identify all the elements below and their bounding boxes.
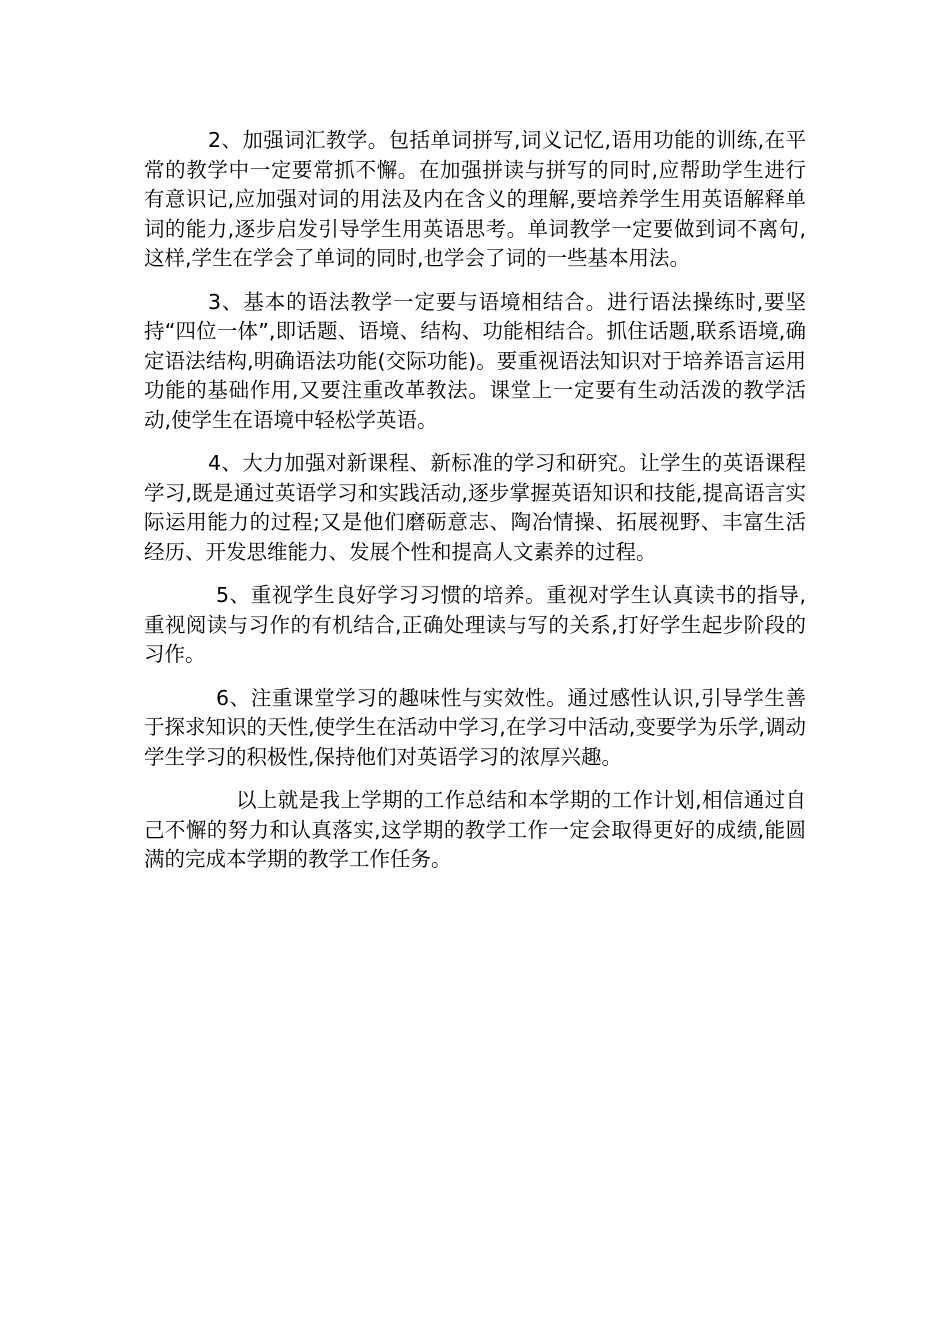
paragraph-study-habits: 5、重视学生良好学习习惯的培养。重视对学生认真读书的指导,重视阅读与习作的有机结合,正确处理读与写的关系,打好学生起步阶段的习作。 [144, 583, 806, 666]
paragraph-conclusion: 以上就是我上学期的工作总结和本学期的工作计划,相信通过自己不懈的努力和认真落实,这学期的教学工作一定会取得更好的成绩,能圆满的完成本学期的教学工作任务。 [144, 788, 806, 871]
paragraph-new-curriculum-study: 4、大力加强对新课程、新标准的学习和研究。让学生的英语课程学习,既是通过英语学习和实践活动,逐步掌握英语知识和技能,提高语言实际运用能力的过程;又是他们磨砺意志、陶冶情操、拓展视野、丰富生活经历、开发思维能力、发展个性和提高人文素养的过程。 [144, 451, 806, 564]
paragraph-classroom-interest: 6、注重课堂学习的趣味性与实效性。通过感性认识,引导学生善于探求知识的天性,使学生在活动中学习,在学习中活动,变要学为乐学,调动学生学习的积极性,保持他们对英语学习的浓厚兴趣。 [144, 685, 806, 769]
document-body [144, 126, 806, 889]
paragraph-vocabulary-teaching: 2、加强词汇教学。包括单词拼写,词义记忆,语用功能的训练,在平常的教学中一定要常抓不懈。在加强拼读与拼写的同时,应帮助学生进行有意识记,应加强对词的用法及内在含义的理解,要培养学生用英语解释单词的能力,逐步启发引导学生用英语思考。单词教学一定要做到词不离句,这样,学生在学会了单词的同时,也学会了词的一些基本用法。 [144, 128, 806, 270]
paragraph-grammar-teaching: 3、基本的语法教学一定要与语境相结合。进行语法操练时,要坚持“四位一体”,即话题、语境、结构、功能相结合。抓住话题,联系语境,确定语法结构,明确语法功能(交际功能)。要重视语法知识对于培养语言运用功能的基础作用,又要注重改革教法。课堂上一定要有生动活泼的教学活动,使学生在语境中轻松学英语。 [144, 289, 806, 432]
